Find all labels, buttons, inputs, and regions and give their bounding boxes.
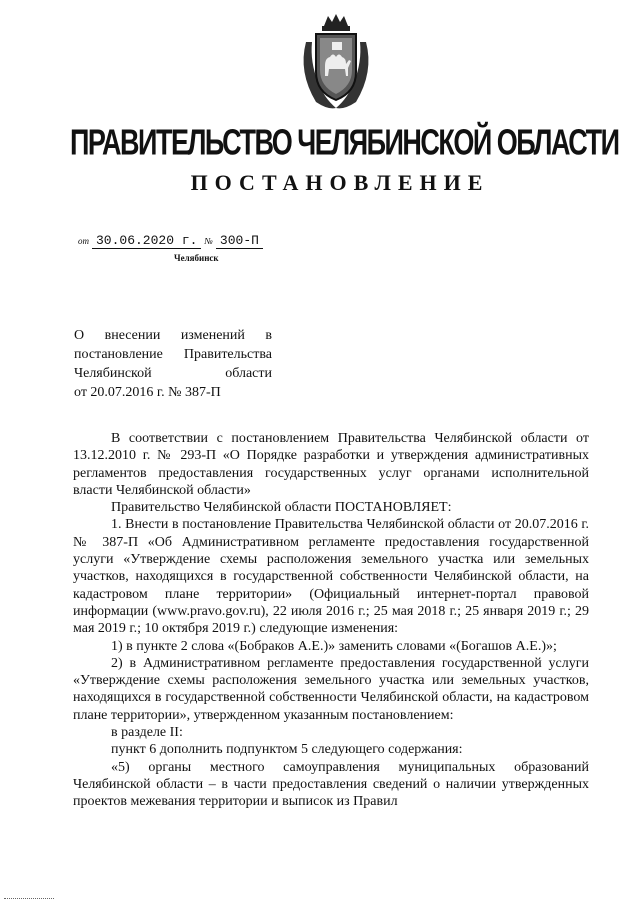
government-title: ПРАВИТЕЛЬСТВО ЧЕЛЯБИНСКОЙ ОБЛАСТИ (70, 122, 619, 163)
number-label: № (204, 236, 213, 246)
coat-of-arms-icon (294, 12, 378, 112)
body-paragraph: «5) органы местного самоуправления муниципальных образований Челябинской области – в части предоставления сведений о наличии утвержденных проектов межевания территории и выписок из Правил (73, 759, 589, 810)
body-paragraph: 2) в Административном регламенте предоставления государственной услуги «Утверждение схемы расположения земельного участка или земельных участков, находящихся в государственной собственности Челябинской области, на кадастровом плане территории», утвержденном указанным постановлением: (73, 655, 589, 723)
document-number: 300-П (216, 233, 263, 249)
document-subject (74, 326, 272, 402)
document-date: 30.06.2020 г. (92, 233, 201, 249)
scan-mark (4, 898, 54, 901)
body-paragraph: Правительство Челябинской области ПОСТАНОВЛЯЕТ: (111, 500, 452, 516)
from-label: от (78, 236, 89, 246)
subject-line: Челябинской области (74, 366, 272, 381)
document-type: ПОСТАНОВЛЕНИЕ (190, 170, 490, 195)
registration-line (78, 233, 263, 249)
subject-line: от 20.07.2016 г. № 387-П (74, 385, 221, 400)
body-paragraph: в разделе II: (111, 725, 183, 741)
city-label: Челябинск (174, 253, 219, 263)
body-paragraph: пункт 6 дополнить подпунктом 5 следующего содержания: (111, 742, 463, 758)
body-paragraph: В соответствии с постановлением Правительства Челябинской области от 13.12.2010 г. № 293-П «О Порядке разработки и утверждения административных регламентов предоставления государственных услуг органами исполнительной власти Челябинской области» (73, 431, 589, 498)
body-paragraph: 1. Внести в постановление Правительства Челябинской области от 20.07.2016 г. № 387-П «Об Административном регламенте предоставления государственной услуги «Утверждение схемы расположения земельного участка или земельных участков, находящихся в государственной собственности Челябинской области, на кадастровом плане территории» (Официальный интернет-портал правовой информации (www.pravo.gov.ru), 22 июля 2016 г.; 25 мая 2018 г.; 25 января 2019 г.; 29 мая 2019 г.; 10 октября 2019 г.) следующие изменения: (73, 517, 589, 637)
subject-line: О внесении изменений в (74, 328, 272, 343)
document-body (73, 430, 589, 811)
body-paragraph: 1) в пункте 2 слова «(Бобраков А.Е.)» заменить словами «(Богашов А.Е.)»; (111, 638, 557, 654)
subject-line: постановление Правительства (74, 347, 272, 362)
